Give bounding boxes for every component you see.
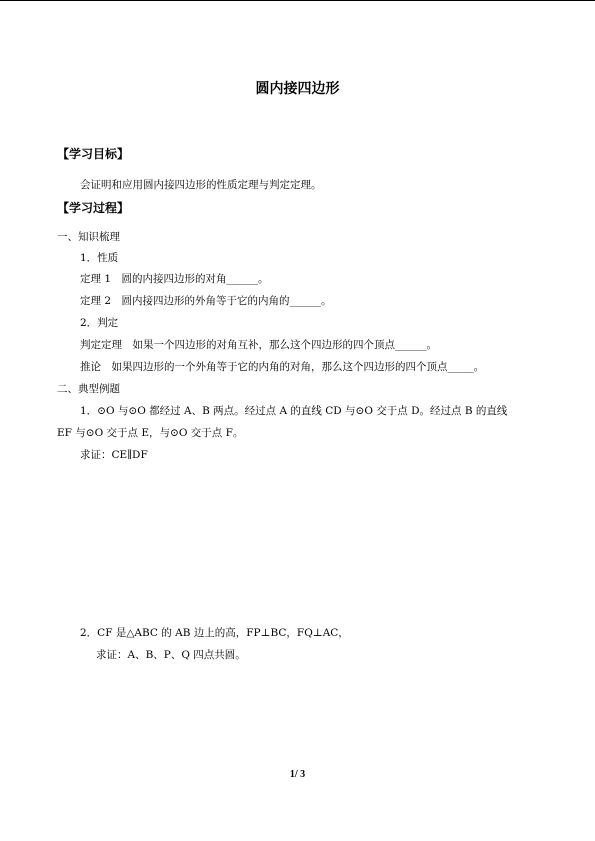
example-1-line-1: 1．⊙O 与⊙O 都经过 A、B 两点。经过点 A 的直线 CD 与⊙O 交于点 D。经过点 B 的直线 bbox=[80, 405, 508, 417]
example-1-prove: 求证：CE∥DF bbox=[80, 449, 148, 461]
example-1-line-2: EF 与⊙O 交于点 E，与⊙O 交于点 F。 bbox=[57, 427, 244, 439]
page-number: 1/ 3 bbox=[289, 769, 306, 780]
corollary: 推论 如果四边形的一个外角等于它的内角的对角，那么这个四边形的四个顶点_____。 bbox=[80, 361, 485, 373]
goals-text: 会证明和应用圆内接四边形的性质定理与判定定理。 bbox=[80, 179, 322, 191]
part2-heading: 二、典型例题 bbox=[57, 383, 120, 395]
theorem-1: 定理 1 圆的内接四边形的对角______。 bbox=[80, 273, 269, 285]
example-2-prove: 求证：A、B、P、Q 四点共圆。 bbox=[96, 649, 246, 661]
goals-heading: 【学习目标】 bbox=[57, 147, 130, 161]
top-rule bbox=[0, 0, 595, 1]
theorem-2: 定理 2 圆内接四边形的外角等于它的内角的______。 bbox=[80, 295, 332, 307]
criterion-theorem: 判定定理 如果一个四边形的对角互补，那么这个四边形的四个顶点______。 bbox=[80, 339, 437, 351]
example-2-line-1: 2．CF 是△ABC 的 AB 边上的高，FP⊥BC，FQ⊥AC， bbox=[80, 627, 349, 639]
page-title: 圆内接四边形 bbox=[255, 81, 340, 97]
property-subheading: 1．性质 bbox=[80, 252, 119, 264]
criterion-subheading: 2．判定 bbox=[80, 317, 119, 329]
part1-heading: 一、知识梳理 bbox=[57, 231, 120, 243]
process-heading: 【学习过程】 bbox=[57, 201, 130, 215]
